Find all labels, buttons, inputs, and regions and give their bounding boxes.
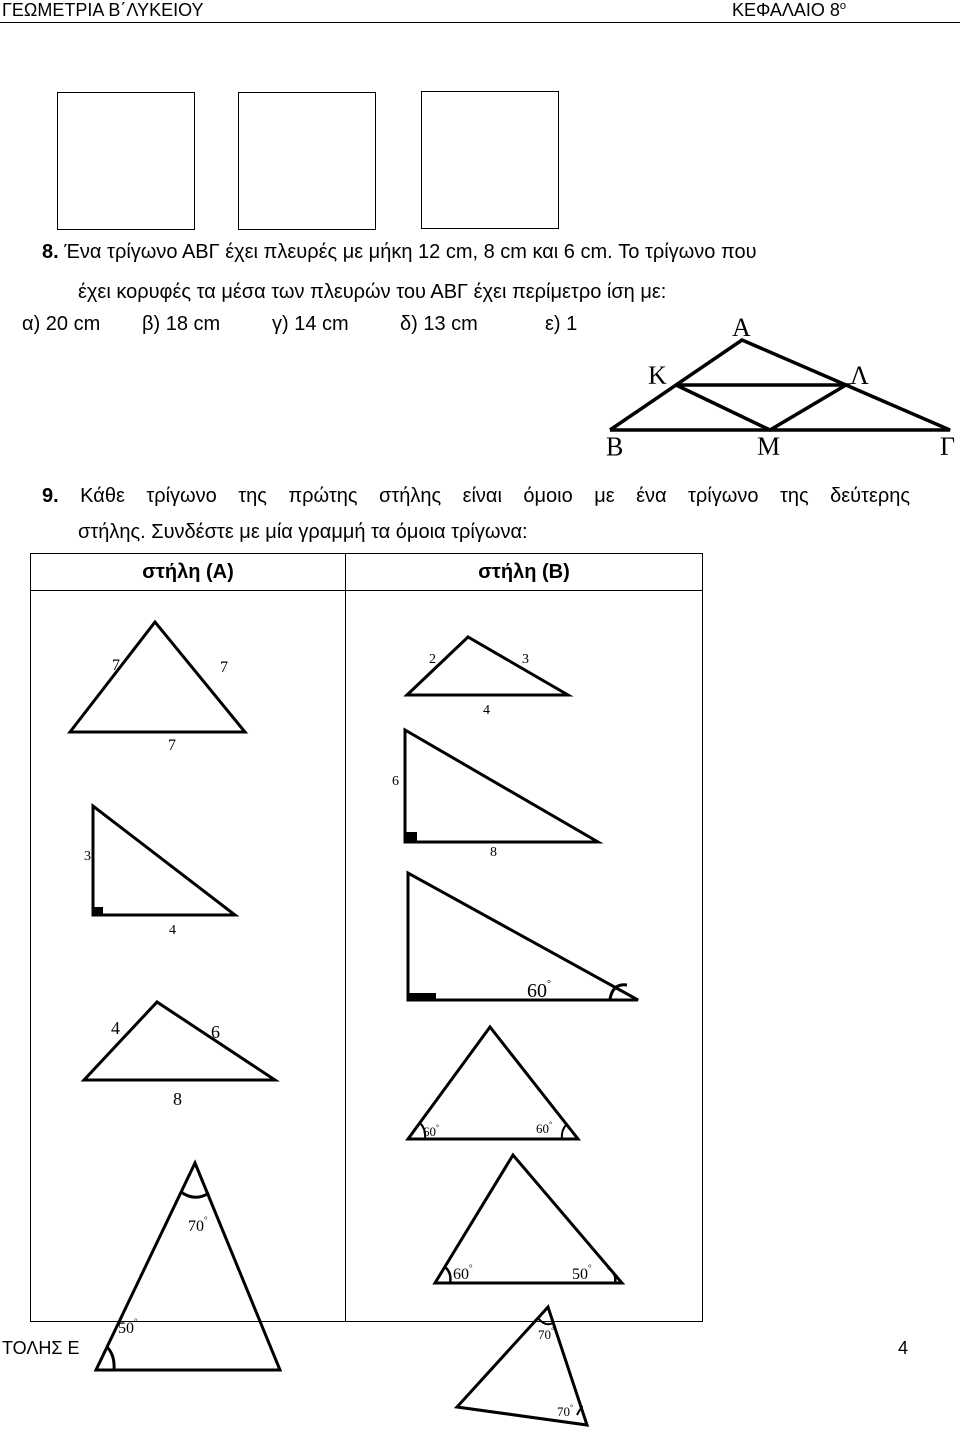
triangle-b5 — [435, 1155, 622, 1283]
option-c: γ) 14 cm — [272, 313, 349, 335]
triangle-b2-side-2: 8 — [490, 845, 497, 860]
empty-box-1 — [57, 92, 195, 230]
vertex-b-label: Β — [606, 432, 624, 461]
triangle-a3-side-3: 8 — [173, 1089, 182, 1109]
question-8-line-1: 8. Ένα τρίγωνο ΑΒΓ έχει πλευρές με μήκη 12 cm, 8 cm και 6 cm. Το τρίγωνο που — [42, 241, 757, 263]
triangle-a3-side-2: 6 — [211, 1022, 220, 1042]
triangle-a4 — [96, 1163, 280, 1370]
column-a-triangles — [60, 610, 320, 1400]
triangle-b4-angle-right: 60° — [536, 1120, 553, 1136]
footer-page-number: 4 — [898, 1338, 909, 1358]
triangle-b6-angle-bottom: 70° — [557, 1403, 574, 1419]
triangle-a3 — [84, 988, 275, 1109]
question-9-line-2: στήλης. Συνδέστε με μία γραμμή τα όμοια τρίγωνα: — [78, 521, 528, 543]
triangle-b1-side-2: 3 — [522, 652, 529, 667]
triangle-a4-angle-top: 70° — [188, 1215, 208, 1235]
column-b-triangles — [392, 625, 640, 1429]
triangle-b2 — [392, 730, 598, 860]
triangle-b1-side-3: 4 — [483, 703, 490, 718]
triangle-b4 — [408, 1027, 578, 1139]
point-k-label: Κ — [648, 361, 667, 390]
midpoint-triangle-figure — [600, 312, 960, 462]
triangle-a1-side-1: 7 — [112, 657, 120, 674]
triangle-b3-angle: 60° — [527, 979, 551, 1002]
column-b-header: στήλη (Β) — [346, 554, 703, 591]
triangle-b1-side-1: 2 — [429, 652, 436, 667]
column-a-header: στήλη (Α) — [31, 554, 346, 591]
vertex-g-label: Γ — [940, 432, 956, 461]
triangle-b4-angle-left: 60° — [423, 1123, 440, 1139]
triangle-a4-angle-left: 50° — [118, 1317, 138, 1337]
empty-box-2 — [238, 92, 376, 230]
triangle-b1 — [407, 637, 568, 718]
triangle-b5-angle-right: 50° — [572, 1263, 592, 1283]
triangle-a1-side-3: 7 — [168, 737, 176, 754]
triangle-klm — [676, 385, 846, 430]
triangle-a1-side-2: 7 — [220, 659, 228, 676]
empty-box-3 — [421, 91, 559, 229]
triangle-a2-side-2: 4 — [169, 923, 176, 938]
footer-author: ΤΟΛΗΣ Ε — [2, 1338, 80, 1358]
triangle-a1 — [70, 622, 245, 754]
triangle-b5-angle-left: 60° — [453, 1263, 473, 1283]
option-a: α) 20 cm — [22, 313, 101, 335]
triangle-b6-angle-top: 70° — [538, 1326, 555, 1342]
option-e: ε) 1 — [545, 313, 578, 335]
triangle-b2-side-1: 6 — [392, 774, 399, 789]
header-title: ΓΕΩΜΕΤΡΙΑ Β΄ΛΥΚΕΙΟΥ — [2, 0, 204, 20]
header-chapter: ΚΕΦΑΛΑΙΟ $8^o$ — [732, 0, 847, 20]
triangle-a3-side-1: 4 — [111, 1018, 120, 1038]
question-8-line-2: έχει κορυφές τα μέσα των πλευρών του ΑΒΓ έχει περίμετρο ίση με: — [78, 281, 667, 303]
header-rule — [0, 22, 960, 23]
triangle-b3 — [408, 873, 638, 1002]
triangle-b6 — [457, 1307, 587, 1425]
question-9-line-1: 9. Κάθε τρίγωνο της πρώτης στήλης είναι όμοιο με ένα τρίγωνο της δεύτερης — [42, 485, 911, 507]
option-b: β) 18 cm — [142, 313, 221, 335]
vertex-a-label: Α — [732, 313, 751, 342]
point-l-label: Λ — [850, 361, 869, 390]
triangle-a2-side-1: 3 — [84, 849, 91, 864]
point-m-label: Μ — [757, 432, 781, 461]
option-d: δ) 13 cm — [400, 313, 478, 335]
triangle-a2 — [84, 806, 235, 938]
